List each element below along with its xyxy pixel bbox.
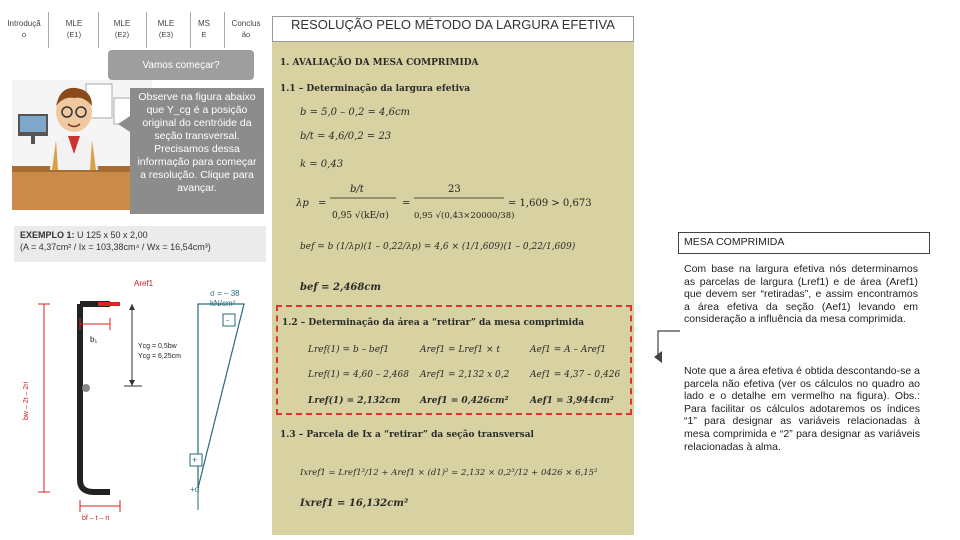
compressed-flange-paragraph: Com base na largura efetiva nós determinamos as parcelas de largura (Lref1) e de área (Aref1) que devem ser “retiradas”, e assim encontramos a área efetiva da seção (Aef1) levando em consideração a influência da mesa comprimida. <box>684 263 918 326</box>
svg-text:23: 23 <box>448 184 461 195</box>
row3-col2: Aref1 = 0,426cm² <box>420 396 509 406</box>
eq-bt: b/t = 4,6/0,2 = 23 <box>300 131 392 142</box>
row3-col1: Lref(1) = 2,132cm <box>308 396 401 406</box>
arrow-left-icon <box>638 325 682 365</box>
ycg-label-2: Ycg = 6,25cm <box>138 353 181 360</box>
row3-col3: Aef1 = 3,944cm² <box>530 396 614 406</box>
svg-text:= 1,609 > 0,673: = 1,609 > 0,673 <box>508 198 592 209</box>
svg-text:0,95 √(kE/σ): 0,95 √(kE/σ) <box>332 211 389 221</box>
tab-label: ão <box>241 30 251 39</box>
sigma-unit-label: kN/cm² <box>210 299 236 308</box>
ycg-label-1: Ycg = 0,5bw <box>138 343 177 350</box>
tab-divider <box>98 12 99 48</box>
highlight-dashed-box <box>276 305 632 415</box>
example-profile: U 125 x 50 x 2,00 <box>77 230 148 240</box>
eq-bef: bef = b (1/λp)(1 – 0,22/λp) = 4,6 × (1/1,609)(1 – 0,22/1,609) <box>300 242 576 252</box>
row2-col2: Aref1 = 2,132 x 0,2 <box>420 370 510 380</box>
minus-sign: - <box>226 315 229 325</box>
tab-divider <box>48 12 49 48</box>
cross-section-diagram <box>14 270 270 532</box>
svg-text:λp: λp <box>296 198 309 209</box>
section-1-3-heading: 1.3 – Parcela de Ix a “retirar” da seção transversal <box>280 430 534 440</box>
sigma-bottom-label: +σ <box>190 485 200 494</box>
tab-divider <box>224 12 225 48</box>
example-properties: (A = 4,37cm² / Ix = 103,38cm⁴ / Wx = 16,54cm³) <box>20 242 211 252</box>
aref-label: Aref1 <box>134 279 154 288</box>
tab-label: (E1) <box>66 30 82 39</box>
resolution-panel <box>272 16 634 535</box>
bw-dimension-label: bw – 2t – 2ri <box>23 381 30 420</box>
section-1-heading: 1. AVALIAÇÃO DA MESA COMPRIMIDA <box>280 58 479 68</box>
tab-label: o <box>21 30 27 39</box>
eq-ix-result: Ixref1 = 16,132cm² <box>300 498 409 509</box>
svg-text:b/t: b/t <box>350 184 364 195</box>
tab-label: MS <box>198 19 210 28</box>
tab-label: MLE <box>113 19 131 28</box>
bf-dimension-label: bf – t – ri <box>82 515 110 522</box>
eq-lambda-p <box>294 178 614 230</box>
svg-text:=: = <box>318 198 327 209</box>
panel-title: RESOLUÇÃO PELO MÉTODO DA LARGURA EFETIVA <box>272 16 634 42</box>
start-bubble[interactable]: Vamos começar? <box>108 50 254 80</box>
tab-label: (E3) <box>158 30 174 39</box>
row1-col2: Aref1 = Lref1 × t <box>420 345 500 355</box>
eq-ix: Ixref1 = Lref1³/12 + Aref1 × (d1)² = 2,132 × 0,2³/12 + 0426 × 6,15² <box>300 468 598 478</box>
eq-bef-result: bef = 2,468cm <box>300 282 381 293</box>
compressed-flange-heading: MESA COMPRIMIDA <box>678 232 930 254</box>
row2-col1: Lref(1) = 4,60 – 2,468 <box>308 370 409 380</box>
tab-label: Conclus <box>231 19 261 28</box>
tab-label: E <box>201 30 207 39</box>
tab-label: MLE <box>157 19 175 28</box>
row1-col1: Lref(1) = b – bef1 <box>308 345 390 355</box>
note-paragraph: Note que a área efetiva é obtida descontando-se a parcela não efetiva (ver os cálculos no quadro ao lado e o detalhe em vermelho na figura). Obs.: Para facilitar os cálculos adotaremos os índices “1” para designar as variáveis relacionadas à mesa comprimida e “2” para designar as variáveis relacionadas à alma. <box>684 365 920 453</box>
tab-mle-e1[interactable] <box>54 18 94 48</box>
tab-label: MLE <box>65 19 83 28</box>
sigma-top-label: σ = – 38 <box>210 289 240 298</box>
tab-label: (E2) <box>114 30 130 39</box>
section-1-2-heading: 1.2 – Determinação da área a “retirar” da mesa comprimida <box>282 318 585 328</box>
tab-conclusao[interactable] <box>226 18 266 48</box>
svg-text:=: = <box>402 198 411 209</box>
tab-label: Introduçã <box>7 19 41 28</box>
b1-label: b₁ <box>90 335 98 344</box>
eq-k: k = 0,43 <box>300 159 344 170</box>
example-box <box>14 226 266 262</box>
section-1-1-heading: 1.1 – Determinação da largura efetiva <box>280 84 471 94</box>
plus-sign: + <box>192 455 198 465</box>
tab-mse[interactable] <box>186 18 222 48</box>
info-bubble[interactable]: Observe na figura abaixo que Y_cg é a posição original do centróide da seção transversal. Precisamos dessa informação para começar a resolução. Clique para avançar. <box>130 88 264 214</box>
tab-introducao[interactable] <box>4 18 44 48</box>
eq-b: b = 5,0 – 0,2 = 4,6cm <box>300 107 411 118</box>
centroid-marker <box>82 384 90 392</box>
tab-mle-e3[interactable] <box>146 18 186 48</box>
row1-col3: Aef1 = A – Aref1 <box>530 345 607 355</box>
tab-mle-e2[interactable] <box>102 18 142 48</box>
svg-text:0,95 √(0,43×20000/38): 0,95 √(0,43×20000/38) <box>414 211 515 221</box>
row2-col3: Aef1 = 4,37 – 0,426 <box>530 370 621 380</box>
example-label: EXEMPLO 1: <box>20 230 75 240</box>
